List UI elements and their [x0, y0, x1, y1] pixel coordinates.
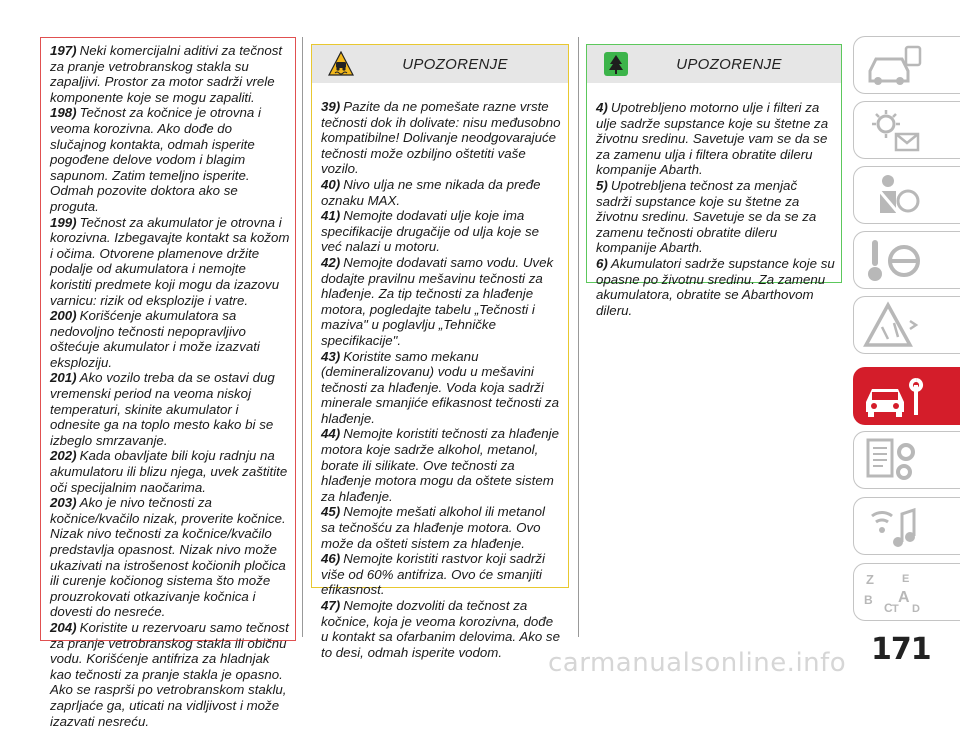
note-text: Nemojte koristiti tečnosti za hlađenje motora koje sadrže alkohol, metanol, borate ili silikate. Ove tečnosti za hlađenje motora mogu da oštete sistem za hlađenje.	[321, 426, 560, 504]
note-item	[50, 448, 290, 495]
note-item	[321, 426, 562, 504]
seatbelt-safety-icon	[862, 171, 926, 221]
note-item	[50, 308, 290, 370]
tab-maintenance[interactable]	[853, 367, 960, 425]
note-item	[50, 495, 290, 620]
note-item	[596, 256, 835, 318]
multimedia-note-icon	[862, 502, 926, 552]
tab-index[interactable]	[853, 563, 960, 621]
alphabet-index-icon	[862, 568, 926, 618]
note-number: 41)	[321, 208, 341, 224]
note-item	[321, 99, 562, 177]
note-text: Ako vozilo treba da se ostavi dug vremenski period na veoma niskoj temperaturi, skinite akumulator i odnesite ga na toplo mesto kako bi se izbeglo smrzavanje.	[50, 370, 275, 448]
tab-safety[interactable]	[853, 166, 960, 224]
note-item	[50, 370, 290, 448]
svg-text:T: T	[892, 603, 899, 615]
svg-text:E: E	[902, 573, 910, 585]
note-item	[321, 208, 562, 255]
note-number: 203)	[50, 495, 77, 511]
note-number: 45)	[321, 504, 341, 520]
note-item	[321, 504, 562, 551]
key-steering-icon	[862, 236, 926, 286]
warning-banner	[312, 45, 568, 83]
note-text: Nemojte koristiti rastvor koji sadrži više od 60% antifriza. Ovo će smanjiti efikasnost.	[321, 551, 545, 598]
note-text: Koristite samo mekanu (demineralizovanu) vodu u mešavini tečnosti za hlađenje. Voda koja sadrži minerale smanjiće efikasnost tečnosti za hlađenje.	[321, 348, 559, 426]
note-number: 40)	[321, 176, 341, 192]
note-text: Kada obavljate bili koju radnju na akumulatoru ili blizu njega, uvek zaštitite oči specijalnim naočarima.	[50, 448, 288, 495]
banner-title: UPOZORENJE	[676, 56, 782, 73]
svg-text:A: A	[898, 589, 910, 606]
note-item	[321, 177, 562, 208]
note-number: 46)	[321, 551, 341, 567]
page-number: 171	[871, 632, 931, 667]
tab-lights-and-messages[interactable]	[853, 101, 960, 159]
note-number: 200)	[50, 308, 77, 324]
note-text: Pazite da ne pomešate razne vrste tečnosti dok ih dolivate: nisu međusobno kompatibilne! Dolivanje neodgovarajuće tečnosti može ozbiljno oštetiti vaše vozilo.	[321, 99, 561, 177]
notes-list	[50, 43, 290, 729]
tab-technical-data[interactable]	[853, 431, 960, 489]
note-number: 43)	[321, 348, 341, 364]
notes-list	[587, 83, 841, 318]
note-number: 42)	[321, 254, 341, 270]
warning-box-fluids	[311, 44, 569, 660]
column-divider	[578, 37, 579, 637]
note-number: 47)	[321, 598, 341, 613]
warning-notes-box	[40, 37, 296, 729]
note-number: 4)	[596, 100, 608, 115]
note-text: Neki komercijalni aditivi za tečnost za pranje vetrobranskog stakla su zapaljivi. Prostor za motor sadrži vrele komponente koje se mogu zapaliti.	[50, 43, 283, 105]
note-item	[50, 620, 290, 729]
note-text: Nivo ulja ne sme nikada da pređe oznaku MAX.	[321, 176, 541, 208]
svg-text:Z: Z	[866, 572, 874, 587]
banner-title: UPOZORENJE	[402, 56, 508, 73]
document-gears-icon	[862, 436, 926, 486]
note-text: Nemojte dodavati samo vodu. Uvek dodajte pravilnu mešavinu tečnosti za hlađenje. Za tip tečnosti za hlađenje motora, pogledajte tabelu „Tečnosti i maziva" u poglavlju „Tehničke specifikacije".	[321, 254, 554, 348]
note-item	[321, 349, 562, 427]
note-text: Akumulatori sadrže supstance koje su opasne po životnu sredinu. Za zamenu akumulatora, obratite se Abarthovom dileru.	[596, 255, 835, 318]
note-number: 198)	[50, 105, 77, 121]
warning-box-environment	[586, 44, 842, 318]
warning-banner	[587, 45, 841, 83]
note-item	[596, 100, 835, 178]
note-number: 197)	[50, 43, 77, 58]
tab-knowing-vehicle[interactable]	[853, 36, 960, 94]
note-item	[50, 43, 290, 105]
note-number: 44)	[321, 426, 341, 442]
note-text: Ako je nivo tečnosti za kočnice/kvačilo nizak, proverite kočnice. Nizak nivo tečnosti za kočnice/kvačilo predstavlja opasnost. Nizak nivo može ukazivati na istrošenost kočionih pločica ili curenje kočionog sistema što može prouzrokovati otkazivanje kočnica i dovesti do nesreće.	[50, 495, 286, 620]
notes-list	[312, 83, 568, 660]
note-number: 5)	[596, 177, 608, 193]
note-number: 204)	[50, 619, 77, 635]
note-item	[50, 215, 290, 309]
note-number: 6)	[596, 255, 608, 271]
note-item	[50, 105, 290, 214]
note-text: Upotrebljeno motorno ulje i filteri za ulje sadrže supstance koje su štetne za životnu sredinu. Savetuje vam se da se za zamenu ulja i filtera obratite dileru kompanije Abarth.	[596, 100, 829, 178]
tab-multimedia[interactable]	[853, 497, 960, 555]
note-item	[321, 598, 562, 660]
note-number: 199)	[50, 214, 77, 230]
warning-lights-icon	[862, 106, 926, 156]
svg-text:B: B	[864, 593, 873, 607]
watermark: carmanualsonline.info	[548, 648, 847, 678]
note-item	[321, 255, 562, 349]
svg-text:C: C	[884, 601, 893, 615]
car-info-icon	[862, 41, 926, 91]
note-text: Nemojte mešati alkohol ili metanol sa tečnošću za hlađenje motora. Ovo može da ošteti sistem za hlađenje.	[321, 504, 545, 551]
note-text: Tečnost za akumulator je otrovna i korozivna. Izbegavajte kontakt sa kožom i očima. Otvorene plamenove držite podalje od akumulatora i nemojte koristiti predmete koji mogu da izazovu varnicu: rizik od eksplozije i vatre.	[50, 214, 290, 308]
tab-starting-driving[interactable]	[853, 231, 960, 289]
note-text: Nemojte dodavati ulje koje ima specifikacije drugačije od ulja koje se već nalazi u motoru.	[321, 208, 540, 255]
note-text: Upotrebljena tečnost za menjač sadrži supstance koje su štetne za životnu sredinu. Savetuje se da se za zamenu tečnosti obratite dileru kompanije Abarth.	[596, 177, 817, 256]
note-number: 202)	[50, 448, 77, 464]
hazard-triangle-icon	[862, 301, 926, 351]
note-text: Tečnost za kočnice je otrovna i veoma korozivna. Ako dođe do slučajnog kontakta, odmah isperite pogođene delove vodom i blagim sapunom. Zatim temeljno isperite. Odmah pozovite doktora ako se proguta.	[50, 105, 261, 214]
note-item	[321, 551, 562, 598]
note-text: Nemojte dozvoliti da tečnost za kočnice, koja je veoma korozivna, dođe u kontakt sa ofarbanim delovima. Ako se to desi, odmah isperite vodom.	[321, 598, 560, 660]
note-number: 39)	[321, 99, 341, 114]
note-text: Koristite u rezervoaru samo tečnost za pranje vetrobranskog stakla ili običnu vodu. Korišćenje antifriza za hladnjak kao tečnosti za pranje stakla je opasno. Ako se rasprši po vetrobranskom staklu, zaprljaće ga, uticati na vidljivost i može izazvati nesreću.	[50, 619, 289, 729]
tab-emergency[interactable]	[853, 296, 960, 354]
car-wrench-icon	[862, 372, 926, 422]
column-divider	[302, 37, 303, 637]
note-text: Korišćenje akumulatora sa nedovoljno tečnosti nepopravljivo oštećuje akumulator i može izazvati eksploziju.	[50, 308, 260, 370]
svg-text:D: D	[912, 603, 920, 615]
note-item	[596, 178, 835, 256]
note-number: 201)	[50, 370, 77, 386]
